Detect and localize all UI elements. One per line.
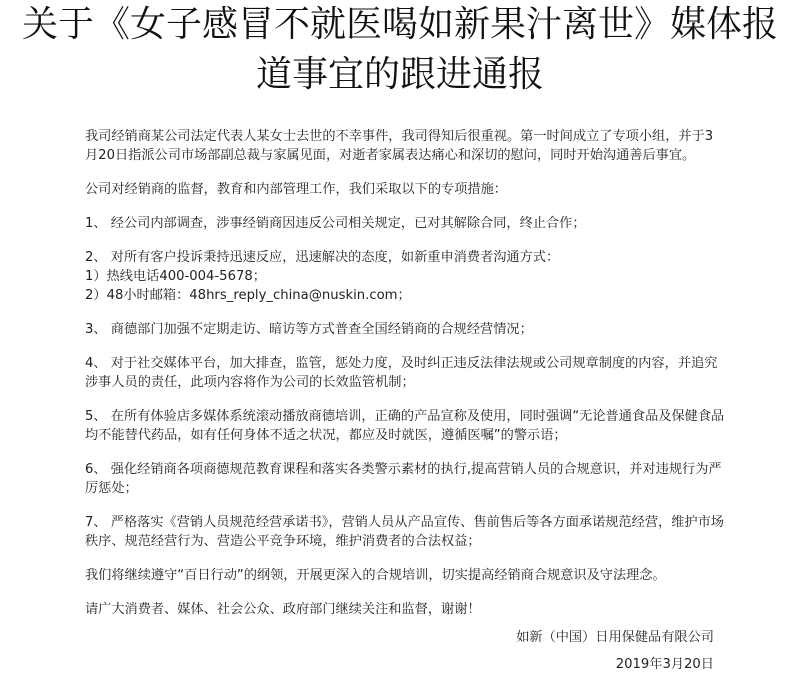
paragraph-commitment: 我们将继续遵守“百日行动”的纲领，开展更深入的合规培训，切实提高经销商合规意识及守法理念。	[85, 568, 666, 583]
page-title	[0, 0, 800, 100]
notice-body	[85, 127, 725, 619]
measure-6: 6、 强化经销商各项商德规范教育课程和落实各类警示素材的执行,提高营销人员的合规意识，并对违规行为严厉惩处；	[85, 462, 722, 496]
measure-1: 1、 经公司内部调查，涉事经销商因违反公司相关规定，已对其解除合同，终止合作；	[85, 216, 586, 231]
signature-company: 如新（中国）日用保健品有限公司	[516, 630, 714, 645]
hotline-item: 1）热线电话400-004-5678；	[85, 269, 266, 284]
paragraph-measures-intro: 公司对经销商的监督，教育和内部管理工作，我们采取以下的专项措施：	[85, 182, 507, 197]
email-item: 2）48小时邮箱：48hrs_reply_china@nuskin.com；	[85, 288, 411, 303]
paragraph-closing: 请广大消费者、媒体、社会公众、政府部门继续关注和监督，谢谢！	[85, 602, 481, 617]
measure-2: 2、 对所有客户投诉秉持迅速反应，迅速解决的态度，如新重申消费者沟通方式：	[85, 250, 560, 265]
measure-5: 5、 在所有体验店多媒体系统滚动播放商德培训，正确的产品宣称及使用，同时强调“无论普通食品及保健食品均不能替代药品，如有任何身体不适之状况，都应及时就医，遵循医嘱”的警示语；	[85, 409, 725, 443]
signature-date: 2019年3月20日	[615, 657, 714, 672]
title-line-1: 关于《女子感冒不就医喝如新果汁离世》媒体报	[21, 4, 778, 45]
measure-3: 3、 商德部门加强不定期走访、暗访等方式普查全国经销商的合规经营情况；	[85, 322, 533, 337]
measure-7: 7、 严格落实《营销人员规范经营承诺书》，营销人员从产品宣传、售前售后等各方面承诺规范经营，维护市场秩序、规范经营行为、营造公平竞争环境，维护消费者的合法权益；	[85, 515, 724, 549]
measure-4: 4、 对于社交媒体平台，加大排查，监管，惩处力度，及时纠正违反法律法规或公司规章制度的内容，并追究涉事人员的责任，此项内容将作为公司的长效监管机制；	[85, 356, 718, 390]
title-line-2: 道事宜的跟进通报	[255, 54, 544, 95]
paragraph-intro: 我司经销商某公司法定代表人某女士去世的不幸事件，我司得知后很重视。第一时间成立了专项小组，并于3月20日指派公司市场部副总裁与家属见面，对逝者家属表达痛心和深切的慰问，同时开始沟通善后事宜。	[85, 129, 714, 163]
